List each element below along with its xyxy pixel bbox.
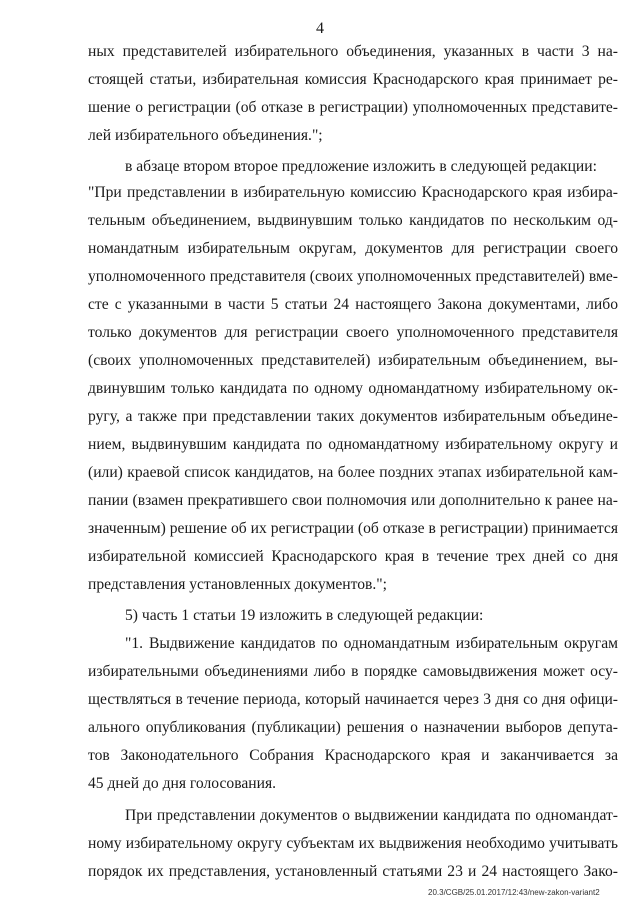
document-footer: 20.3/CGB/25.01.2017/12:43/new-zakon-variant2	[428, 888, 600, 897]
text-line: При представлении документов о выдвижении кандидата по одномандат-	[125, 807, 618, 824]
text-line: сте с указанными в части 5 статьи 24 настоящего Закона документами, либо	[88, 296, 618, 313]
text-line: шение о регистрации (об отказе в регистрации) уполномоченных представите-	[88, 99, 618, 116]
text-line: тов Законодательного Собрания Краснодарского края и заканчивается за	[88, 747, 618, 764]
text-line: (или) краевой список кандидатов, на более поздних этапах избирательной кам-	[88, 464, 618, 481]
text-line: избирательными объединениями либо в порядке самовыдвижения может осу-	[88, 663, 618, 680]
text-line: ществляться в течение периода, который начинается через 3 дня со дня офици-	[88, 691, 618, 708]
text-line: 5) часть 1 статьи 19 изложить в следующей редакции:	[125, 607, 484, 624]
text-line: нием, выдвинувшим кандидата по одномандатному избирательному округу и	[88, 436, 618, 453]
text-line: двинувшим только кандидата по одному одномандатному избирательному ок-	[88, 380, 618, 397]
text-line: стоящей статьи, избирательная комиссия Краснодарского края принимает ре-	[88, 71, 618, 88]
text-line: только документов для регистрации своего уполномоченного представителя	[88, 324, 618, 341]
text-line: ального опубликования (публикации) решения о назначении выборов депута-	[88, 719, 618, 736]
text-line: "1. Выдвижение кандидатов по одномандатным избирательным округам	[125, 635, 618, 652]
text-line: ному избирательному округу субъектам их выдвижения необходимо учитывать	[88, 835, 618, 852]
text-line: в абзаце втором второе предложение изложить в следующей редакции:	[125, 158, 597, 175]
text-line: тельным объединением, выдвинувшим только кандидатов по нескольким од-	[88, 212, 618, 229]
page-number: 4	[316, 20, 324, 37]
text-line: значенным) решение об их регистрации (об отказе в регистрации) принимается	[88, 520, 618, 537]
text-line: представления установленных документов.";	[88, 576, 387, 593]
text-line: "При представлении в избирательную комиссию Краснодарского края избира-	[88, 184, 618, 201]
text-line: пании (взамен прекратившего свои полномочия или дополнительно к ранее на-	[88, 492, 618, 509]
text-line: 45 дней до дня голосования.	[88, 775, 277, 792]
text-line: номандатным избирательным округам, документов для регистрации своего	[88, 240, 618, 257]
text-line: уполномоченного представителя (своих уполномоченных представителей) вме-	[88, 268, 618, 285]
text-line: ных представителей избирательного объединения, указанных в части 3 на-	[88, 43, 618, 60]
text-line: порядок их представления, установленный статьями 23 и 24 настоящего Зако-	[88, 863, 618, 880]
text-line: ругу, а также при представлении таких документов избирательным объедине-	[88, 408, 618, 425]
text-line: лей избирательного объединения.";	[88, 127, 323, 144]
text-line: (своих уполномоченных представителей) избирательным объединением, вы-	[88, 352, 618, 369]
text-line: избирательной комиссией Краснодарского края в течение трех дней со дня	[88, 548, 618, 565]
